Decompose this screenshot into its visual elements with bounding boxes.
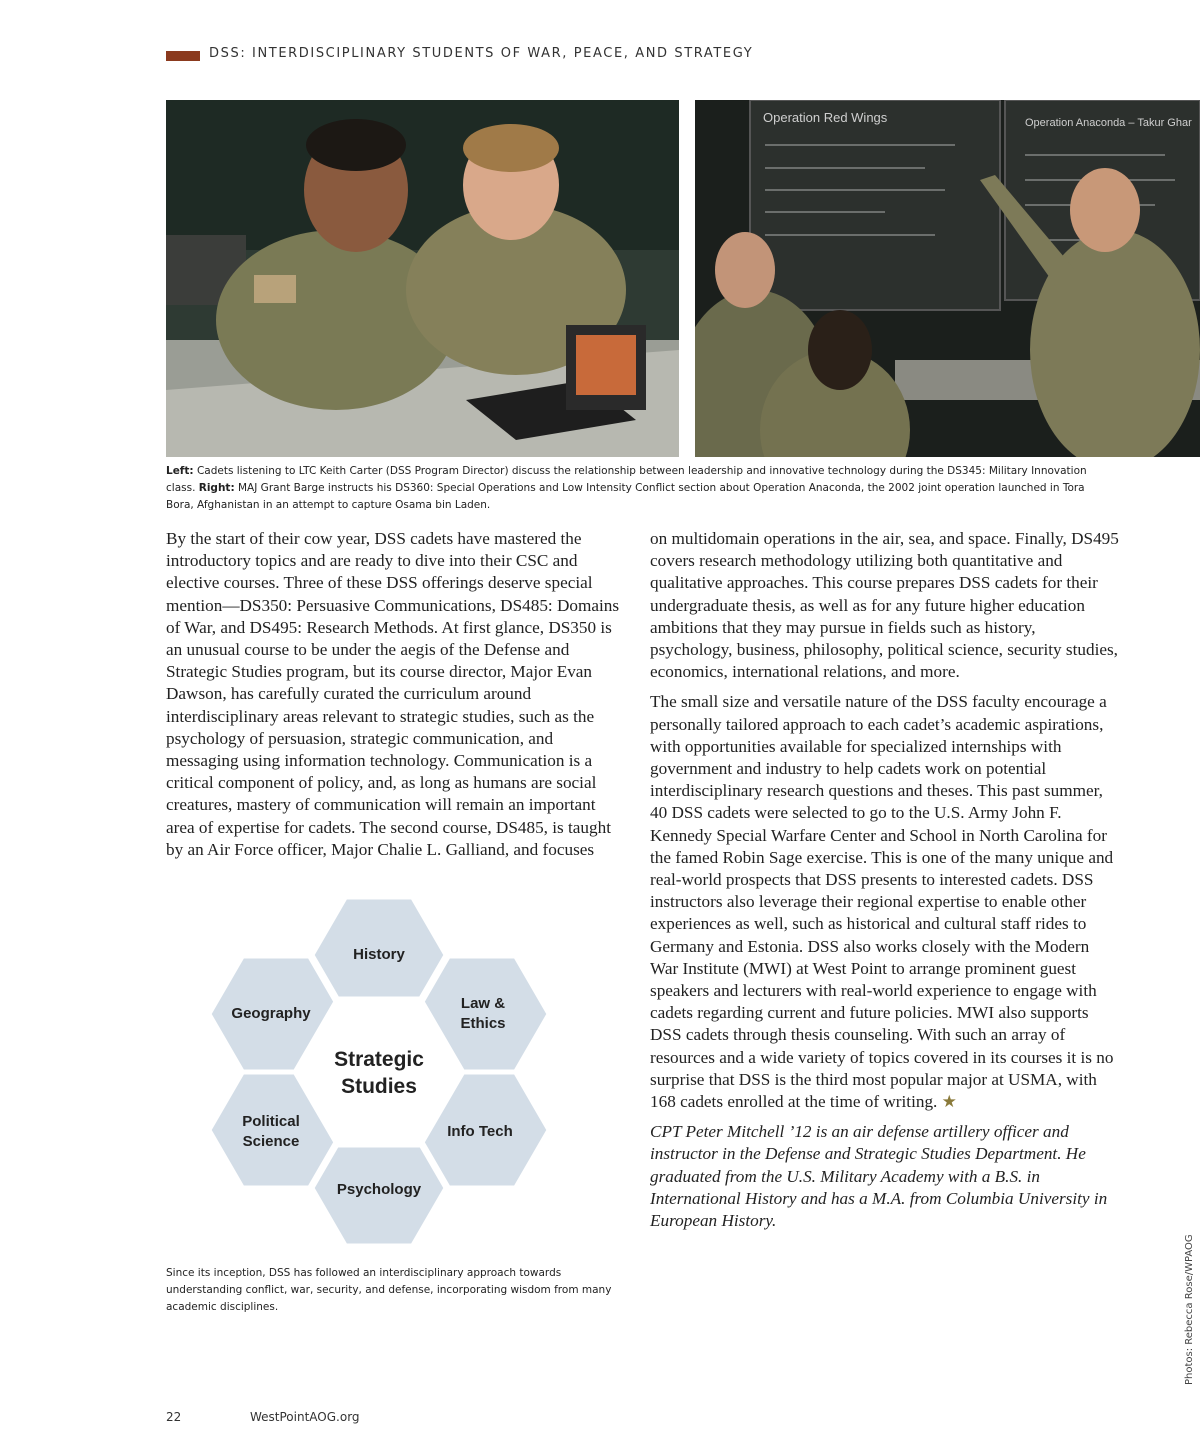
hex-infotech-label: Info Tech (447, 1123, 513, 1140)
article-paragraph: on multidomain operations in the air, sea, and space. Finally, DS495 covers research methodology utilizing both quantitative and qualitative approaches. This course prepares DSS cadets for their undergraduate thesis, as well as for any future higher education ambitions that they may pursue in fields such as history, psychology, business, philosophy, political science, security studies, economics, international relations, and more. (650, 529, 1119, 682)
page-number: 22 (166, 1410, 182, 1424)
photo-caption (166, 463, 1096, 514)
strategic-studies-diagram (200, 880, 560, 1260)
caption-left-text: Cadets listening to LTC Keith Carter (DSS Program Director) discuss the relationship between leadership and innovative technology during the DS345: Military Innovation class. (166, 465, 1087, 494)
photo-right-illustration (695, 100, 1200, 457)
chalkboard-right-text: Operation Anaconda – Takur Ghar (1025, 117, 1192, 129)
hex-law-label-line1: Law & (460, 995, 506, 1012)
chalkboard-left-text: Operation Red Wings (763, 110, 888, 125)
photo-left-cadets (166, 100, 679, 457)
site-url: WestPointAOG.org (250, 1410, 360, 1424)
photo-credit: Photos: Rebecca Rose/WPAOG (1184, 1234, 1195, 1385)
article-column-left (166, 528, 628, 869)
center-label-line2: Studies (341, 1075, 417, 1098)
hex-law-label-line2: Ethics (460, 1015, 506, 1032)
article-column-right (650, 528, 1120, 1240)
article-paragraph-text: The small size and versatile nature of the DSS faculty encourage a personally tailored approach to each cadet’s academic aspirations, with opportunities available for specialized internships with government and industry to help cadets work on potential interdisciplinary research questions and theses. This past summer, 40 DSS cadets were selected to go to the U.S. Army John F. Kennedy Special Warfare Center and School in North Carolina for the famed Robin Sage exercise. This is one of the many unique and real-world prospects that DSS presents to interested cadets. DSS instructors also leverage their regional expertise to enable other experiences as well, such as historical and cultural staff rides to Germany and Estonia. DSS also works closely with the Modern War Institute (MWI) at West Point to arrange prominent guest speakers and lecturers with real-world experience to engage with cadets regarding current and future policies. MWI also supports DSS cadets through thesis counseling. With such an array of resources and a wide variety of topics covered in its courses it is no surprise that DSS is the third most popular major at USMA, with 168 cadets enrolled at the time of writing. (650, 692, 1114, 1112)
caption-left-tag: Left: (166, 465, 194, 477)
diagram-caption: Since its inception, DSS has followed an interdisciplinary approach towards understanding conflict, war, security, and defense, incorporating wisdom from many academic disciplines. (166, 1267, 612, 1313)
end-star-icon: ★ (941, 1092, 958, 1112)
hex-polisci-label-line2: Science (242, 1133, 300, 1150)
caption-right-tag: Right: (198, 482, 235, 494)
hex-psychology-label: Psychology (336, 1181, 422, 1198)
photo-left-illustration (166, 100, 679, 457)
hex-geography-label: Geography (231, 1005, 311, 1022)
photo-right-instructor (695, 100, 1200, 457)
article-paragraph: By the start of their cow year, DSS cadets have mastered the introductory topics and are ready to dive into their CSC and elective courses. Three of these DSS offerings deserve special mention—DS350: Persuasive Communications, DS485: Domains of War, and DS495: Research Methods. At first glance, DS350 is an unusual course to be under the aegis of the Defense and Strategic Studies program, but its course director, Major Evan Dawson, has carefully curated the curriculum around interdisciplinary areas relevant to strategic studies, such as the psychology of persuasion, strategic communication, and messaging using information technology. Communication is a critical component of policy, and, as long as humans are social creatures, mastery of communication will remain an important area of expertise for cadets. The second course, DS485, is taught by an Air Force officer, Major Chalie L. Galliand, and focuses (166, 529, 620, 859)
center-label-line1: Strategic (334, 1048, 424, 1071)
section-title: DSS: INTERDISCIPLINARY STUDENTS OF WAR, PEACE, AND STRATEGY (209, 46, 754, 61)
article-paragraph (650, 691, 1120, 1113)
author-byline: CPT Peter Mitchell ’12 is an air defense artillery officer and instructor in the Defense and Strategic Studies Department. He graduated from the U.S. Military Academy with a B.S. in International History and has a M.A. from Columbia University in European History. (650, 1122, 1108, 1231)
hex-history-label: History (353, 946, 405, 963)
hex-polisci-label-line1: Political (242, 1113, 300, 1130)
header-accent-bar (166, 51, 200, 61)
caption-right-text: MAJ Grant Barge instructs his DS360: Special Operations and Low Intensity Conflict section about Operation Anaconda, the 2002 joint operation launched in Tora Bora, Afghanistan in an attempt to capture Osama bin Laden. (166, 482, 1085, 511)
